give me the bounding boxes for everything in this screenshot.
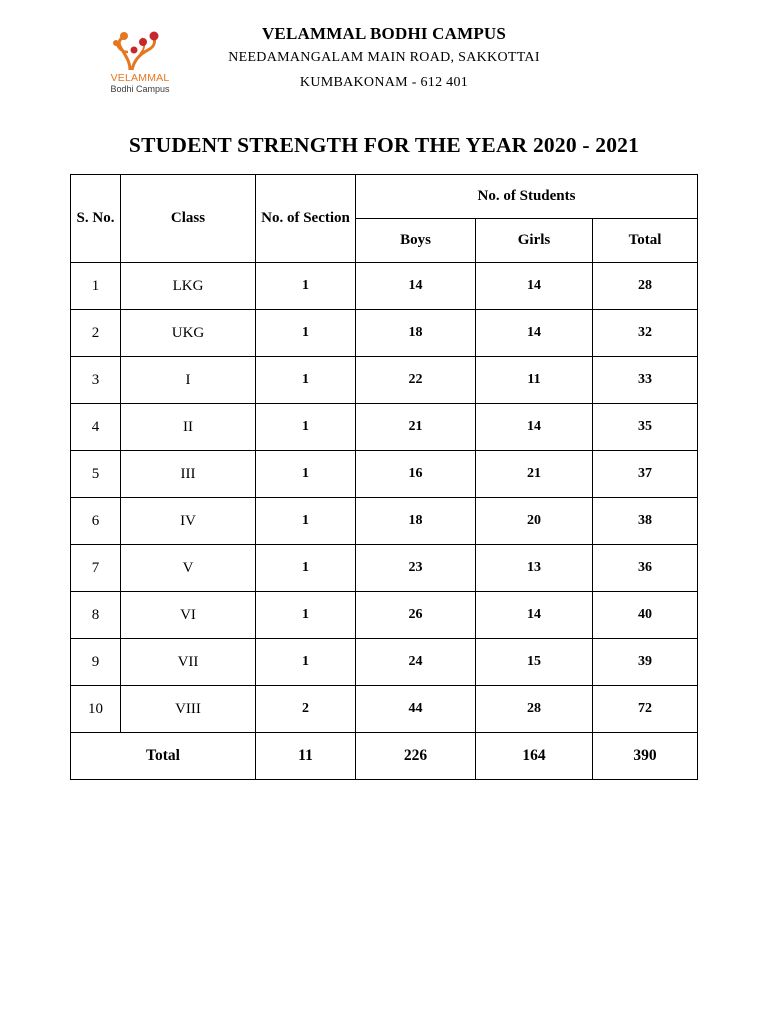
table-row	[71, 592, 698, 639]
cell-total: 39	[593, 639, 698, 686]
table-row	[71, 310, 698, 357]
total-boys: 226	[356, 733, 476, 780]
cell-sections: 1	[256, 310, 356, 357]
cell-total: 32	[593, 310, 698, 357]
cell-class: III	[121, 451, 256, 498]
total-label: Total	[71, 733, 256, 780]
cell-girls: 14	[476, 592, 593, 639]
school-name: VELAMMAL BODHI CAMPUS	[261, 24, 507, 43]
cell-girls: 21	[476, 451, 593, 498]
cell-girls: 13	[476, 545, 593, 592]
cell-total: 28	[593, 263, 698, 310]
cell-girls: 20	[476, 498, 593, 545]
table-row	[71, 357, 698, 404]
table-row	[71, 639, 698, 686]
table-row	[71, 498, 698, 545]
cell-total: 35	[593, 404, 698, 451]
cell-boys: 44	[356, 686, 476, 733]
cell-total: 36	[593, 545, 698, 592]
cell-girls: 14	[476, 263, 593, 310]
header-girls: Girls	[476, 219, 593, 263]
cell-boys: 23	[356, 545, 476, 592]
cell-class: LKG	[121, 263, 256, 310]
total-sections: 11	[256, 733, 356, 780]
cell-boys: 16	[356, 451, 476, 498]
cell-sections: 1	[256, 357, 356, 404]
total-girls: 164	[476, 733, 593, 780]
cell-sno: 2	[71, 310, 121, 357]
cell-sections: 1	[256, 263, 356, 310]
cell-class: VII	[121, 639, 256, 686]
address-line-1: NEEDAMANGALAM MAIN ROAD, SAKKOTTAI	[228, 50, 540, 65]
cell-boys: 18	[356, 498, 476, 545]
cell-sno: 10	[71, 686, 121, 733]
cell-boys: 26	[356, 592, 476, 639]
total-row	[71, 733, 698, 780]
address-line-2: KUMBAKONAM - 612 401	[299, 75, 469, 90]
cell-sno: 1	[71, 263, 121, 310]
cell-class: VI	[121, 592, 256, 639]
header-class: Class	[121, 175, 256, 263]
cell-class: V	[121, 545, 256, 592]
table-row	[71, 263, 698, 310]
cell-total: 72	[593, 686, 698, 733]
logo-subtitle: Bodhi Campus	[110, 84, 170, 94]
cell-sno: 5	[71, 451, 121, 498]
cell-sections: 1	[256, 639, 356, 686]
cell-boys: 21	[356, 404, 476, 451]
table-row	[71, 404, 698, 451]
cell-sno: 6	[71, 498, 121, 545]
cell-sno: 4	[71, 404, 121, 451]
cell-class: IV	[121, 498, 256, 545]
header-sno: S. No.	[71, 175, 121, 263]
header-boys: Boys	[356, 219, 476, 263]
header-students: No. of Students	[356, 175, 698, 219]
cell-class: UKG	[121, 310, 256, 357]
table-row	[71, 686, 698, 733]
header-total: Total	[593, 219, 698, 263]
cell-sno: 9	[71, 639, 121, 686]
cell-sno: 8	[71, 592, 121, 639]
cell-sno: 7	[71, 545, 121, 592]
cell-boys: 18	[356, 310, 476, 357]
cell-girls: 15	[476, 639, 593, 686]
cell-total: 38	[593, 498, 698, 545]
cell-boys: 22	[356, 357, 476, 404]
cell-class: I	[121, 357, 256, 404]
cell-class: VIII	[121, 686, 256, 733]
cell-sections: 1	[256, 404, 356, 451]
table-row	[71, 545, 698, 592]
cell-class: II	[121, 404, 256, 451]
cell-girls: 14	[476, 404, 593, 451]
total-students: 390	[593, 733, 698, 780]
cell-sections: 1	[256, 592, 356, 639]
cell-girls: 11	[476, 357, 593, 404]
cell-boys: 24	[356, 639, 476, 686]
cell-boys: 14	[356, 263, 476, 310]
cell-sno: 3	[71, 357, 121, 404]
cell-sections: 1	[256, 498, 356, 545]
student-strength-table	[70, 174, 698, 780]
document-title: STUDENT STRENGTH FOR THE YEAR 2020 - 2021	[128, 133, 640, 157]
cell-total: 33	[593, 357, 698, 404]
table-row	[71, 451, 698, 498]
cell-girls: 28	[476, 686, 593, 733]
cell-total: 40	[593, 592, 698, 639]
logo-wordmark: VELAMMAL	[110, 72, 170, 84]
header-sections: No. of Section	[256, 175, 356, 263]
cell-total: 37	[593, 451, 698, 498]
cell-sections: 1	[256, 451, 356, 498]
cell-sections: 2	[256, 686, 356, 733]
cell-sections: 1	[256, 545, 356, 592]
cell-girls: 14	[476, 310, 593, 357]
